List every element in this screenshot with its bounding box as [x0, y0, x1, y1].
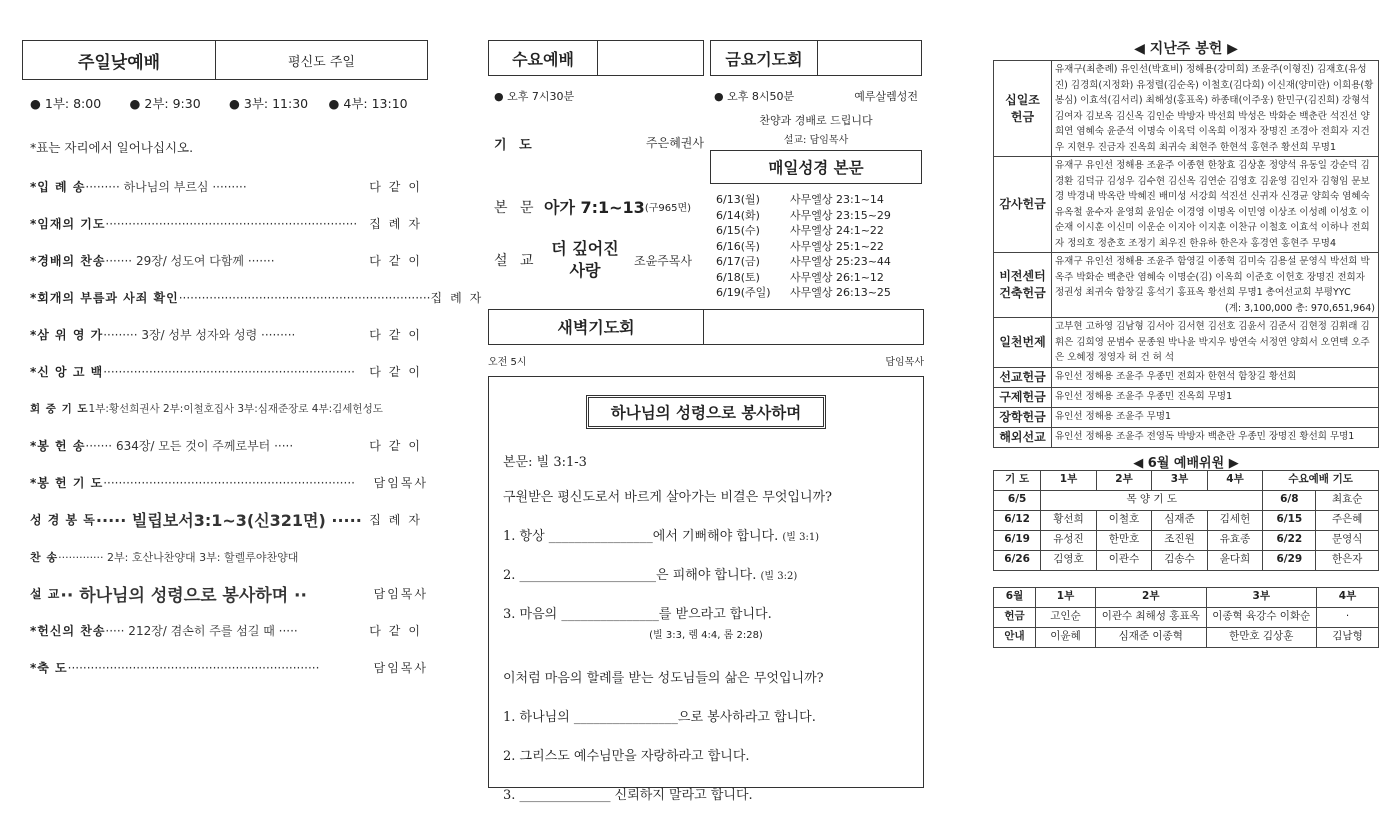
table-row: 6/19 유성진 한만호 조진원 유효종 6/22 문영식	[994, 530, 1379, 550]
table-row: 해외선교 유인선 정해용 조윤주 전영독 박방자 백춘란 우종민 장명진 황선희 무명1	[994, 427, 1379, 447]
staff-title: ◀ 6월 예배위원 ▶	[1133, 455, 1239, 471]
friday-title: 금요기도회	[710, 40, 818, 76]
time-3: ● 3부: 11:30	[229, 96, 309, 111]
friday-speaker: 설교: 담임목사	[783, 135, 849, 146]
table-row: 6/12 황선희 이철호 심재준 김세헌 6/15 주은혜	[994, 510, 1379, 530]
order-row: *경배의 찬송 ······· 29장/ 성도여 다함께 ······· 다같이	[30, 254, 428, 268]
prayer-who: 주은혜권사	[646, 136, 704, 150]
staff-table	[993, 470, 1379, 571]
sermon-who: 조윤주목사	[634, 253, 692, 268]
weekday-column	[488, 0, 924, 803]
daily-bible-title: 매일성경 본문	[710, 150, 922, 184]
table-row: 장학헌금 유인선 정해용 조윤주 무명1	[994, 407, 1379, 427]
text-label: 본 문	[494, 199, 538, 216]
dawn-header	[488, 309, 924, 345]
list-item: 6/14(화) 사무엘상 23:15~29	[716, 208, 891, 222]
table-row: 일천번제 고부현 고하영 김남형 김서아 김서현 김선호 김윤서 김준서 김현정 김휘래 김휘은 김희영 문범수 문종원 박나윤 박지우 방연숙 서정연 양희서 오연택 오주은 오혜정 정영자 허 건 허 석	[994, 318, 1379, 368]
table-row: 6/26 김영호 이관수 김송수 윤다희 6/29 한은자	[994, 550, 1379, 570]
wednesday-title: 수요예배	[488, 40, 598, 76]
table-row: 6/5 목 양 기 도 6/8 최효순	[994, 490, 1379, 510]
table-row: 감사헌금 유재구 유인선 정해용 조윤주 이종현 한창효 김상훈 정양석 유동일 강순덕 김경환 김덕규 김성우 김수현 김신옥 김연순 김영호 김윤영 김인자 김형임 문보경 박경내 박옥란 박혜진 배미성 서강희 석진선 신귀자 신경균 양희숙 염혜숙 유옥철 윤수자 윤영희 윤임순 이경영 이명옥 이민영 이상조 이성례 이성호 이순재 이시훈 이신미 이운순 이지아 이지훈 이찬규 이철호 이효석 이하나 전희자 정의호 정춘호 조정기 최우진 한유하 한은자 홍경연 홍현주 무명4	[994, 157, 1379, 253]
wednesday-text	[488, 195, 704, 218]
wednesday-time: ● 오후 7시30분	[494, 90, 575, 103]
dawn-time: 오전 5시	[488, 356, 527, 368]
usher-table	[993, 587, 1379, 648]
time-4: ● 4부: 13:10	[328, 96, 408, 111]
order-row: 찬 송 ············· 2부: 호산나찬양대 3부: 할렐루야찬양대	[30, 550, 299, 564]
order-row: *봉 헌 기 도 ·································································· 담임목사	[30, 475, 428, 490]
answer-3-ref: (빌 3:3, 렘 4:4, 롬 2:28)	[649, 629, 763, 641]
text-ref: 아가 7:1~13	[544, 198, 645, 217]
friday-desc: 찬양과 경배로 드립니다	[759, 114, 873, 127]
order-row: *신 앙 고 백 ·································································· 다같이	[30, 364, 428, 379]
list-item: 6/16(목) 사무엘상 25:1~22	[716, 239, 884, 253]
sunday-worship-column	[22, 0, 490, 686]
list-item: 6/19(주일) 사무엘상 26:13~25	[716, 286, 891, 299]
wednesday-prayer	[488, 134, 704, 153]
answer-b1: 1. 하나님의 ________________으로 봉사하라고 합니다.	[503, 709, 816, 725]
friday-title-blank	[818, 40, 922, 76]
dawn-info	[488, 353, 924, 368]
table-row: 구제헌금 유인선 정해용 조윤주 우종민 진옥희 무명1	[994, 387, 1379, 407]
standing-note: *표는 자리에서 일어나십시오.	[30, 140, 194, 155]
friday-place: 예루살렘성전	[854, 90, 918, 103]
question-1: 구원받은 평신도로서 바르게 살아가는 비결은 무엇입니까?	[503, 489, 833, 505]
answer-b3: 3. ______________ 신뢰하지 말라고 합니다.	[503, 787, 753, 803]
answer-2: 2. _____________________은 피해야 합니다. (빌 3:2)	[503, 567, 798, 583]
list-item: 6/18(토) 사무엘상 26:1~12	[716, 270, 884, 284]
dawn-title: 새벽기도회	[488, 309, 704, 345]
list-item: 6/15(수) 사무엘상 24:1~22	[716, 224, 884, 237]
sermon-title: 더 깊어진 사랑	[551, 239, 619, 280]
table-row: 비전센터 건축헌금 유재구 유인선 정해용 조윤주 함영길 이종혁 김미숙 김용설 문영식 박선희 박옥주 박화순 백춘란 염혜숙 이명순(김) 이옥희 이준호 이헌호 장명진 전희자 정권성 최귀숙 함창길 홍석기 홍표옥 황선희 무명1 총여선교회 부평YYC (계: 3,100,000 총: 970,651,964)	[994, 253, 1379, 318]
wednesday-title-blank	[598, 40, 704, 76]
order-row: *임재의 기도 ·································································· 집례자	[30, 216, 428, 231]
order-row: *축 도 ·································································· 담임목사	[30, 660, 428, 675]
table-row: 6월 1부 2부 3부 4부	[994, 587, 1379, 607]
order-row: 설 교 ·· 하나님의 성령으로 봉사하며 ·· 담임목사	[30, 586, 428, 606]
wednesday-sermon	[488, 238, 704, 282]
order-row: 회 중 기 도 1부:황선희권사 2부:이철호집사 3부:심재준장로 4부:김세헌성도	[30, 403, 383, 415]
time-1: ● 1부: 8:00	[30, 96, 102, 111]
order-row: *입 례 송 ········· 하나님의 부르심 ········· 다같이	[30, 180, 428, 194]
answer-3: 3. 마음의 _______________를 받으라고 합니다.	[503, 606, 772, 622]
friday-section	[710, 40, 922, 301]
sermon-label: 설 교	[494, 253, 538, 269]
offering-title: ◀ 지난주 봉헌 ▶	[1134, 41, 1238, 57]
prayer-label: 기 도	[494, 138, 536, 153]
text-page: (구965면)	[644, 203, 692, 214]
list-item: 6/13(월) 사무엘상 23:1~14	[716, 193, 884, 206]
list-item: 6/17(금) 사무엘상 25:23~44	[716, 255, 891, 268]
daily-bible-list	[710, 192, 922, 301]
order-row: *봉 헌 송 ······· 634장/ 모든 것이 주께로부터 ····· 다같이	[30, 439, 428, 453]
table-row: 헌금 고인순 이관수 최해성 홍표옥 이종혁 육강수 이화순 ·	[994, 607, 1379, 627]
sunday-subtitle: 평신도 주일	[288, 54, 355, 70]
order-row: 성 경 봉 독 ····· 빌립보서3:1~3(신321면) ····· 집례자	[30, 511, 428, 530]
order-row: *삼 위 영 가 ········· 3장/ 성부 성자와 성령 ········· 다같이	[30, 328, 428, 342]
wednesday-section	[488, 40, 704, 301]
answer-b2: 2. 그리스도 예수님만을 자랑하라고 합니다.	[503, 748, 750, 764]
offering-table	[993, 60, 1379, 448]
friday-time-row	[710, 88, 922, 104]
dawn-title-blank	[704, 309, 924, 345]
sermon-text: 본문: 빌 3:1-3	[503, 454, 587, 470]
friday-time: ● 오후 8시50분	[714, 90, 795, 103]
time-2: ● 2부: 9:30	[129, 96, 201, 111]
answer-1: 1. 항상 ________________에서 기뻐해야 합니다. (빌 3:1)	[503, 528, 820, 544]
dawn-who: 담임목사	[885, 356, 924, 368]
table-row: 안내 이윤혜 심재준 이종혁 한만호 김상훈 김남형	[994, 627, 1379, 647]
sermon-notes-box	[488, 376, 924, 803]
table-row: 기 도 1부 2부 3부 4부 수요예배 기도	[994, 470, 1379, 490]
order-row: *회개의 부름과 사죄 확인 ·································································· 집례자	[30, 290, 490, 305]
offering-column	[993, 0, 1379, 648]
sunday-header	[22, 40, 428, 80]
order-row: *헌신의 찬송 ····· 212장/ 겸손히 주를 섬길 때 ····· 다같이	[30, 624, 428, 638]
table-row: 선교헌금 유인선 정해용 조윤주 우종민 전희자 한현석 함창길 황선희	[994, 367, 1379, 387]
table-row: 십일조 헌금 유재구(최춘례) 유인선(박효비) 정해용(강미희) 조윤주(이형진) 김재호(유성진) 김경희(지정화) 유정렬(김순옥) 이철호(김다희) 이신재(양미란) 이희용(황봉심) 이효석(김서리) 최해성(홍표옥) 하종태(이주웅) 한민구(김진희) 강형석 김여자 김보옥 김신옥 김인순 박방자 박선희 박성은 박화순 백춘란 석진선 양희연 염혜숙 윤준석 이명숙 이육덕 이옥희 이정자 장명진 조경아 전희자 지건우 지현우 진금자 진옥희 최귀숙 최현주 한현석 홍현주 황선희 무명1	[994, 61, 1379, 157]
question-2: 이처럼 마음의 할례를 받는 성도님들의 삶은 무엇입니까?	[503, 670, 824, 686]
sermon-notes-title: 하나님의 성령으로 봉사하며	[586, 395, 826, 429]
service-times	[22, 94, 428, 112]
sunday-title: 주일낮예배	[23, 41, 216, 79]
order-of-worship	[22, 168, 490, 686]
